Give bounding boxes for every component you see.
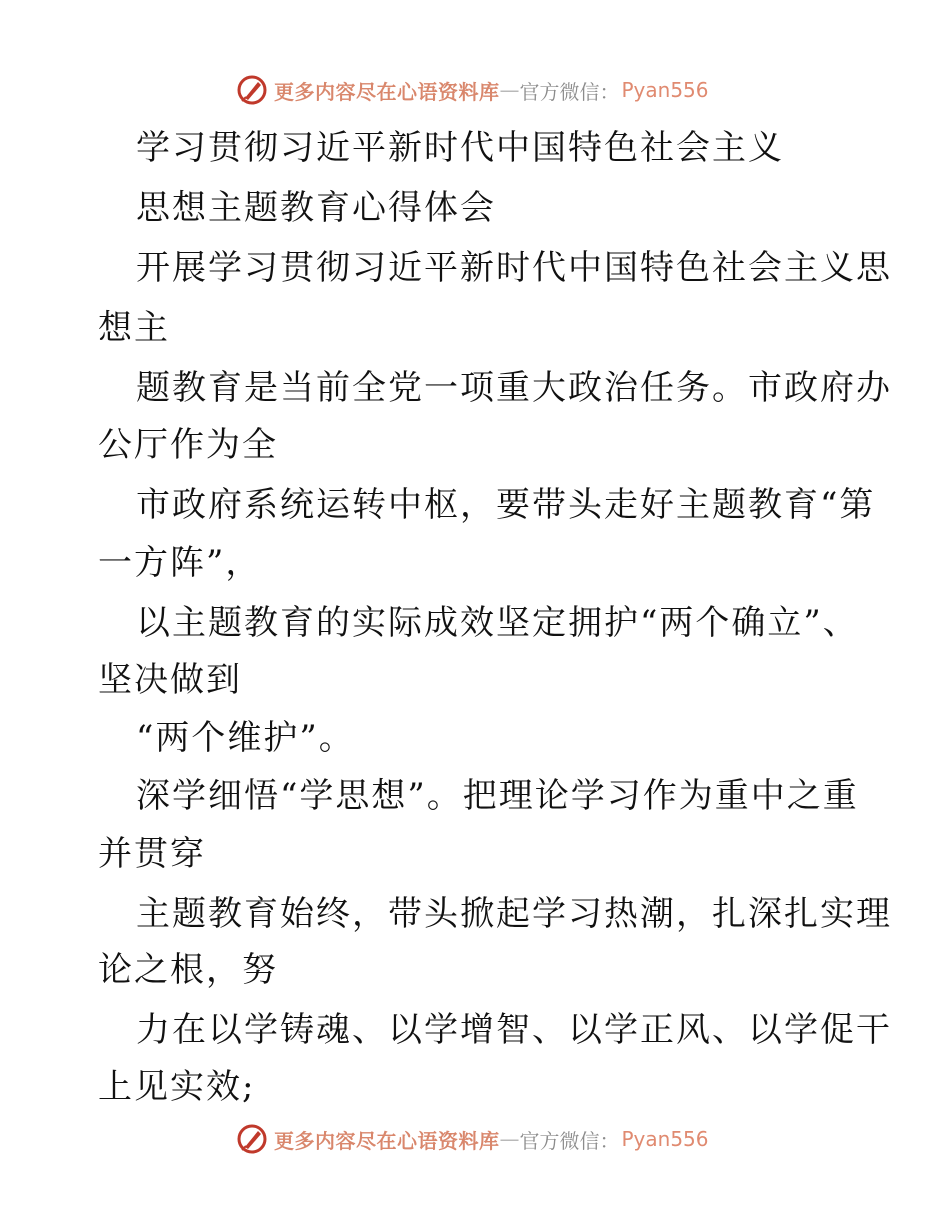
watermark-main-text: 更多内容尽在心语资料库 <box>274 1128 500 1153</box>
text-line-17: 上见实效; <box>98 1067 256 1107</box>
text-line-10: 坚决做到 <box>98 660 242 700</box>
text-line-9: 以主题教育的实际成效坚定拥护“两个确立”、 <box>136 603 859 643</box>
text-line-4: 想主 <box>98 308 170 348</box>
quill-in-circle-icon <box>236 74 268 106</box>
quill-in-circle-icon <box>236 1123 268 1155</box>
text-line-2: 思想主题教育心得体会 <box>136 188 496 228</box>
text-line-6: 公厅作为全 <box>98 425 278 465</box>
text-line-13: 并贯穿 <box>98 834 206 874</box>
watermark-main-text: 更多内容尽在心语资料库 <box>274 79 500 104</box>
watermark-separator: — <box>499 1127 520 1151</box>
text-line-15: 论之根，努 <box>98 950 278 990</box>
text-line-14: 主题教育始终，带头掀起学习热潮，扎深扎实理 <box>136 894 892 934</box>
text-line-3: 开展学习贯彻习近平新时代中国特色社会主义思 <box>136 248 892 288</box>
watermark-label: 官方微信： <box>519 79 620 104</box>
text-line-1: 学习贯彻习近平新时代中国特色社会主义 <box>136 128 784 168</box>
watermark-id: Pyan556 <box>621 1127 709 1151</box>
text-line-5: 题教育是当前全党一项重大政治任务。市政府办 <box>136 368 892 408</box>
text-line-12: 深学细悟“学思想”。把理论学习作为重中之重 <box>136 776 859 816</box>
watermark-id: Pyan556 <box>621 78 709 102</box>
text-line-11: “两个维护”。 <box>136 718 355 758</box>
text-line-16: 力在以学铸魂、以学增智、以学正风、以学促干 <box>136 1010 892 1050</box>
watermark-separator: — <box>499 78 520 102</box>
header-watermark <box>236 70 709 110</box>
text-line-8: 一方阵”， <box>98 543 262 583</box>
text-line-7: 市政府系统运转中枢，要带头走好主题教育“第 <box>136 485 876 525</box>
footer-watermark <box>236 1119 709 1159</box>
watermark-label: 官方微信： <box>519 1128 620 1153</box>
